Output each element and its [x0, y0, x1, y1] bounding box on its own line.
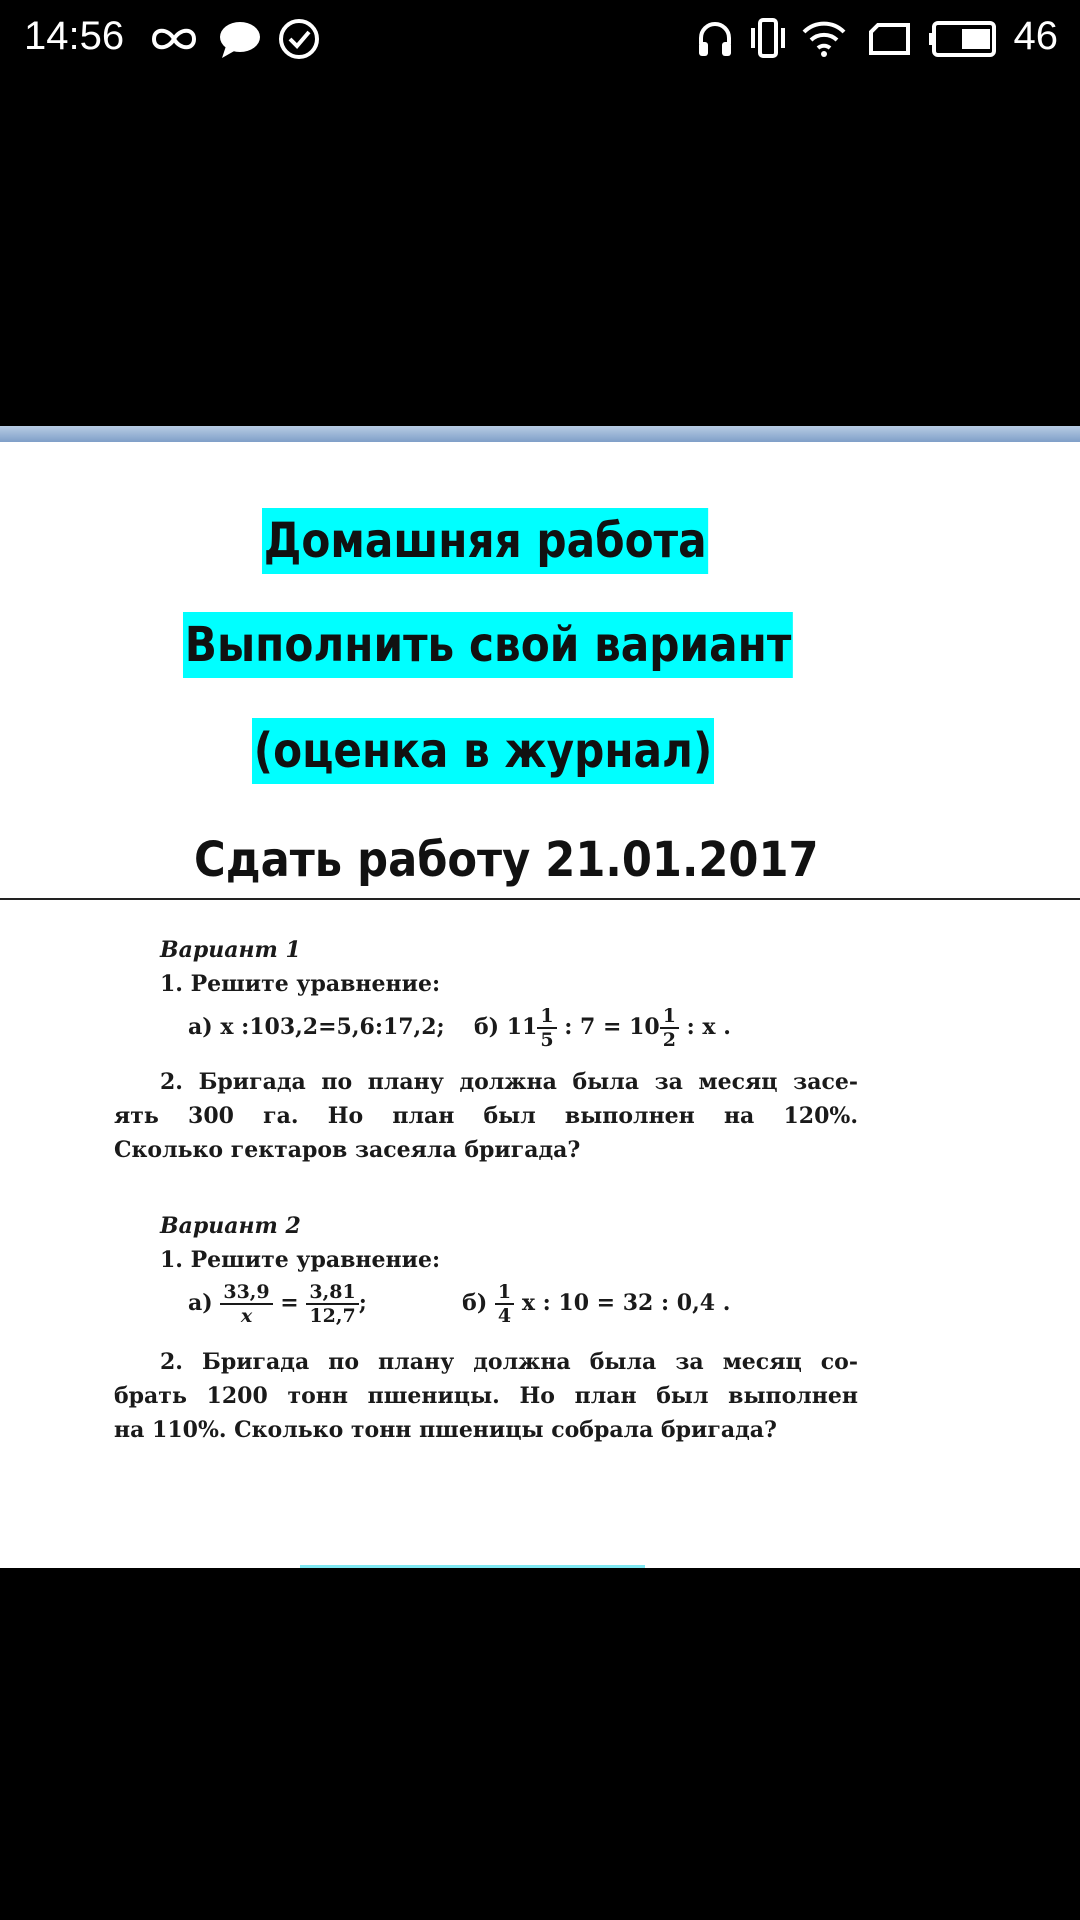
- fraction-den: 5: [540, 1029, 554, 1051]
- variant-1-eq-a: а) x :103,2=5,6:17,2;: [188, 1014, 445, 1040]
- status-bar: [0, 0, 1080, 80]
- variant-1-title: Вариант 1: [160, 937, 301, 963]
- fraction: [495, 1281, 514, 1327]
- variant-1-eq-b-prefix: б) 11: [474, 1014, 538, 1040]
- fraction-num: 3,81: [306, 1281, 358, 1305]
- infinity-icon: [148, 24, 200, 54]
- variant-2-eq-b-rest: x : 10 = 32 : 0,4 .: [521, 1290, 731, 1316]
- variant-2-task-1: 1. Решите уравнение:: [160, 1247, 441, 1273]
- variant-2-task-2-line-2: брать 1200 тонн пшеницы. Но план был выполнен: [114, 1383, 858, 1409]
- fraction-den: 12,7: [309, 1305, 356, 1327]
- headphones-icon: [695, 18, 735, 58]
- variant-1-task-2-line-3: Сколько гектаров засеяла бригада?: [114, 1137, 581, 1163]
- variant-2-eq-a-equals: =: [280, 1290, 299, 1316]
- sim-card-icon: [868, 22, 912, 56]
- status-time: 14:56: [24, 14, 125, 58]
- variant-2-task-2-line-3: на 110%. Сколько тонн пшеницы собрала бригада?: [114, 1417, 777, 1443]
- homework-heading: Домашняя работа: [262, 508, 708, 574]
- fraction-num: 33,9: [220, 1281, 272, 1305]
- fraction-num: 1: [537, 1005, 556, 1029]
- divider-line: [0, 898, 1080, 900]
- fraction: [537, 1005, 556, 1051]
- variant-2-task-2-line-1: 2. Бригада по плану должна была за месяц со-: [160, 1349, 858, 1375]
- task-scan: [100, 937, 860, 1482]
- check-circle-icon: [278, 18, 320, 60]
- variant-instruction: Выполнить свой вариант: [183, 612, 793, 678]
- variant-2-title: Вариант 2: [160, 1213, 301, 1239]
- slide-top-border: [0, 426, 1080, 442]
- deadline-text: Сдать работу 21.01.2017: [194, 832, 819, 888]
- fraction-den: 4: [497, 1305, 512, 1327]
- battery-icon: [928, 20, 998, 58]
- homework-image: [0, 442, 1080, 1568]
- chat-bubble-icon: [218, 20, 262, 60]
- fraction: [306, 1281, 358, 1327]
- fraction-den: x: [240, 1305, 253, 1327]
- fraction-den: 2: [662, 1029, 676, 1051]
- bottom-highlight-edge: [300, 1565, 645, 1568]
- variant-2-eq-a-label: а): [188, 1290, 213, 1316]
- fraction-num: 1: [660, 1005, 679, 1029]
- variant-1-equation-row: [188, 1005, 731, 1051]
- battery-percent: 46: [1013, 14, 1058, 58]
- variant-2-eq-b-label: б): [462, 1290, 488, 1316]
- grading-note: (оценка в журнал): [252, 718, 714, 784]
- fraction: [660, 1005, 679, 1051]
- variant-2-equation-row: [188, 1281, 730, 1327]
- fraction-num: 1: [495, 1281, 514, 1305]
- variant-1-task-2-line-1: 2. Бригада по плану должна была за месяц засе-: [160, 1069, 858, 1095]
- fraction: [220, 1281, 272, 1327]
- variant-1-task-1: 1. Решите уравнение:: [160, 971, 441, 997]
- vibrate-icon: [748, 16, 788, 60]
- wifi-icon: [800, 18, 848, 58]
- variant-1-task-2-line-2: ять 300 га. Но план был выполнен на 120%.: [114, 1103, 858, 1129]
- variant-1-eq-b-suffix: : x .: [686, 1014, 731, 1040]
- variant-1-eq-b-mid: : 7 = 10: [564, 1014, 660, 1040]
- variant-2-eq-a-end: ;: [358, 1290, 367, 1316]
